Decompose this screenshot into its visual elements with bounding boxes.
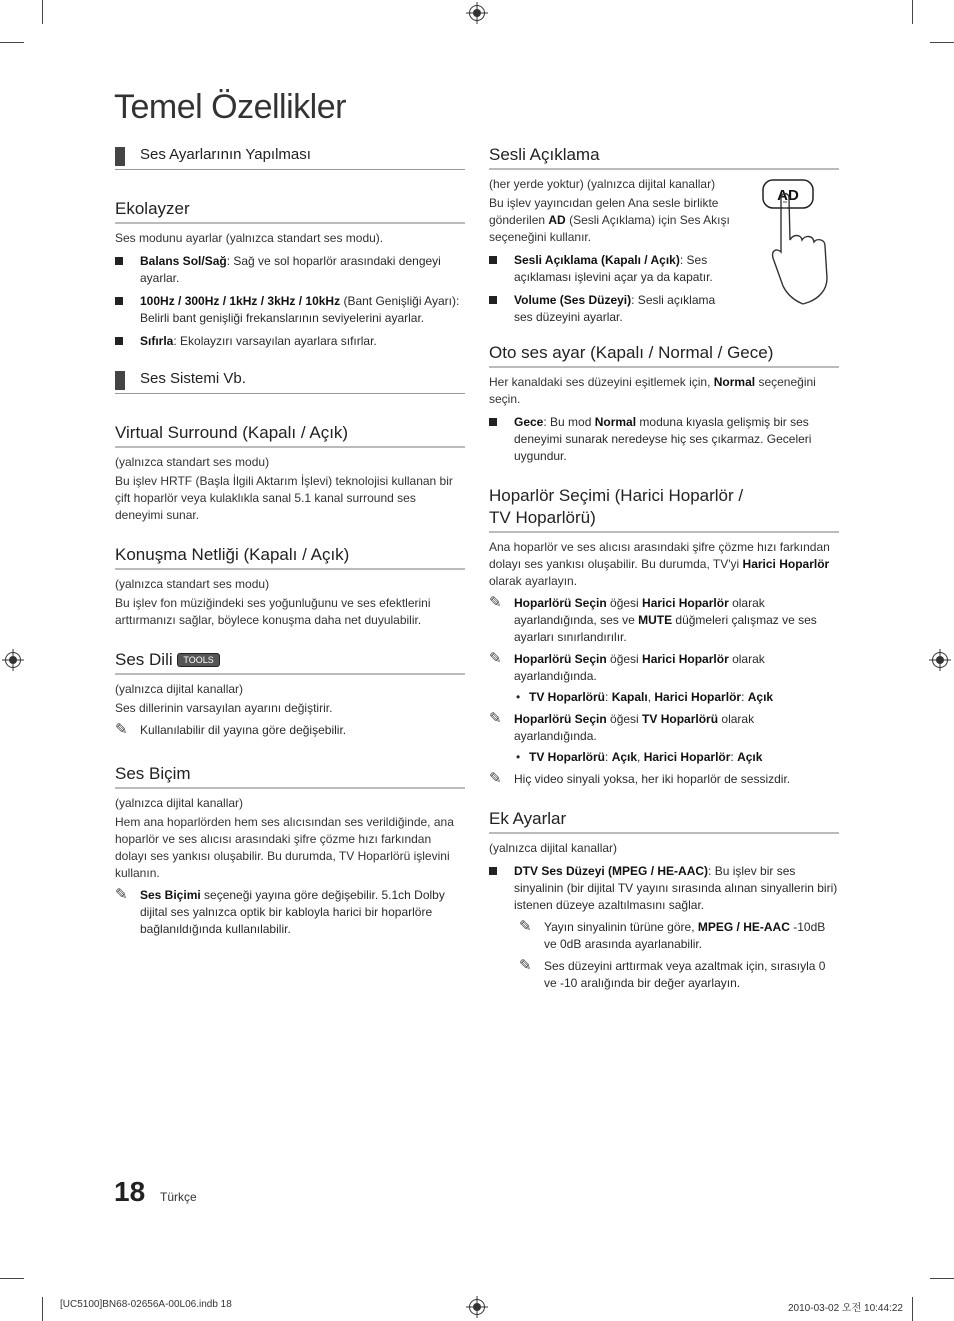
note: ✎ Ses düzeyini arttırmak veya azaltmak için, sırasıyla 0 ve -10 aralığında bir değer ayarlayın. <box>519 957 826 990</box>
note: ✎ Hoparlörü Seçin öğesi TV Hoparlörü olarak ayarlandığında. <box>489 710 755 743</box>
bullet-square-icon <box>115 257 123 265</box>
note: ✎ Ses Biçimi seçeneği yayına göre değişebilir. 5.1ch Dolby dijital ses yalnızca optik bir kabloyla harici bir hoparlöre bağlanıldığında kullanılabilir. <box>115 886 445 936</box>
note-pencil-icon: ✎ <box>489 710 502 727</box>
ek-ayarlar-heading: Ek Ayarlar <box>489 808 839 834</box>
language-label: Türkçe <box>160 1190 197 1204</box>
bullet-square-icon <box>489 296 497 304</box>
note-pencil-icon: ✎ <box>489 650 502 667</box>
crop-mark <box>912 0 913 24</box>
section-bar-icon <box>115 147 125 166</box>
crop-mark <box>0 42 24 43</box>
list-item: Gece: Bu mod Normal moduna kıyasla gelişmiş bir ses deneyimi sunarak neredeyse hiç ses çıkarmaz. Geceleri uygundur. <box>489 414 839 465</box>
note: ✎ Hiç video sinyali yoksa, her iki hoparlör de sessizdir. <box>489 770 791 787</box>
registration-mark-icon <box>469 5 485 21</box>
note-pencil-icon: ✎ <box>115 721 128 738</box>
page-title: Temel Özellikler <box>114 88 346 126</box>
note-pencil-icon: ✎ <box>489 770 502 787</box>
ekolayzer-heading: Ekolayzer <box>115 198 465 224</box>
hoparlor-heading: Hoparlör Seçimi (Harici Hoparlör / TV Hoparlörü) <box>489 485 839 533</box>
bullet-square-icon <box>489 256 497 264</box>
footer-timestamp: 2010-03-02 오전 10:44:22 <box>788 1303 903 1314</box>
sesli-aciklama-heading: Sesli Açıklama <box>489 144 839 170</box>
note-pencil-icon: ✎ <box>519 918 532 935</box>
list-item: Sıfırla: Ekolayzırı varsayılan ayarlara sıfırlar. <box>115 333 465 350</box>
virtual-surround-desc: Bu işlev HRTF (Başla İlgili Aktarım İşlevi) teknolojisi kullanan bir çift hoparlör veya kulaklıkla sanal 5.1 kanal surround ses deneyimi sunar. <box>115 474 453 522</box>
oto-ses-heading: Oto ses ayar (Kapalı / Normal / Gece) <box>489 342 839 368</box>
note-pencil-icon: ✎ <box>519 957 532 974</box>
note: ✎ Yayın sinyalinin türüne göre, MPEG / HE-AAC -10dB ve 0dB arasında ayarlanabilir. <box>519 918 826 951</box>
section-header: Ses Ayarlarının Yapılması <box>115 145 465 170</box>
crop-mark <box>912 1297 913 1321</box>
oto-desc: Her kanaldaki ses düzeyini eşitlemek için, Normal seçeneğini seçin. <box>489 375 816 406</box>
sesli-sub: (her yerde yoktur) (yalnızca dijital kanallar) <box>489 177 716 191</box>
tools-icon: TOOLS <box>177 653 219 667</box>
crop-mark <box>0 1278 24 1279</box>
list-item: • TV Hoparlörü: Açık, Harici Hoparlör: Açık <box>516 750 763 764</box>
bullet-square-icon <box>115 297 123 305</box>
list-item: DTV Ses Düzeyi (MPEG / HE-AAC): Bu işlev bir ses sinyalinin (bir dijital TV yayını sırasında alınan sinyallerin biri) istenen düzeye azaltılmasını sağlar. <box>489 863 839 914</box>
registration-mark-icon <box>469 1299 485 1315</box>
konusma-heading: Konuşma Netliği (Kapalı / Açık) <box>115 544 465 570</box>
ses-dili-heading: Ses Dili TOOLS <box>115 649 465 675</box>
list-item: 100Hz / 300Hz / 1kHz / 3kHz / 10kHz (Bant Genişliği Ayarı): Belirli bant genişliği frekanslarının seviyelerini ayarlar. <box>115 293 465 327</box>
crop-mark <box>42 1297 43 1321</box>
ek-sub: (yalnızca dijital kanallar) <box>489 841 618 855</box>
sesli-desc: Bu işlev yayıncıdan gelen Ana sesle birlikte gönderilen AD (Sesli Açıklama) için Ses Akışı seçeneğini kullanır. <box>489 196 730 244</box>
hoparlor-desc: Ana hoparlör ve ses alıcısı arasındaki şifre çözme hızı farkından dolayı ses yankısı oluşabilir. Bu durumda, TV'yi Harici Hoparlör olarak ayarlayın. <box>489 540 830 588</box>
virtual-surround-sub: (yalnızca standart ses modu) <box>115 455 270 469</box>
remote-ad-button-hand-icon <box>757 178 841 306</box>
list-item: Volume (Ses Düzeyi): Sesli açıklama ses düzeyini ayarlar. <box>489 292 734 326</box>
right-column <box>489 142 839 992</box>
section-bar-icon <box>115 371 125 390</box>
list-item: Balans Sol/Sağ: Sağ ve sol hoparlör arasındaki dengeyi ayarlar. <box>115 253 465 287</box>
footer-file-info: [UC5100]BN68-02656A-00L06.indb 18 <box>60 1299 232 1310</box>
crop-mark <box>42 0 43 24</box>
note: ✎ Hoparlörü Seçin öğesi Harici Hoparlör olarak ayarlandığında. <box>489 650 765 683</box>
section-header: Ses Sistemi Vb. <box>115 369 465 394</box>
page-number: 18 <box>114 1176 146 1207</box>
ses-dili-sub: (yalnızca dijital kanallar) <box>115 682 244 696</box>
virtual-surround-heading: Virtual Surround (Kapalı / Açık) <box>115 422 465 448</box>
bullet-square-icon <box>489 867 497 875</box>
ses-bicim-heading: Ses Biçim <box>115 763 465 789</box>
konusma-desc: Bu işlev fon müziğindeki ses yoğunluğunu ve ses efektlerini arttırmanızı sağlar, böylece konuşma daha net duyulabilir. <box>115 596 431 627</box>
note-pencil-icon: ✎ <box>115 886 128 903</box>
konusma-sub: (yalnızca standart ses modu) <box>115 577 270 591</box>
ad-button-label: AD <box>777 187 799 204</box>
bullet-dot-icon: • <box>516 690 521 704</box>
ekolayzer-desc: Ses modunu ayarlar (yalnızca standart ses modu). <box>115 231 384 245</box>
note: ✎ Kullanılabilir dil yayına göre değişebilir. <box>115 721 347 738</box>
bullet-square-icon <box>115 337 123 345</box>
registration-mark-icon <box>932 652 948 668</box>
note-pencil-icon: ✎ <box>489 594 502 611</box>
ses-bicim-desc: Hem ana hoparlörden hem ses alıcısından ses verildiğinde, ana hoparlör ve ses alıcısı arasındaki şifre çözme hızı farkından dolayı ses yankısı oluşabilir. Bu durumda, TV Hoparlörü işlevini kullanın. <box>115 815 454 880</box>
bullet-square-icon <box>489 418 497 426</box>
crop-mark <box>930 1278 954 1279</box>
note: ✎ Hoparlörü Seçin öğesi Harici Hoparlör olarak ayarlandığında, ses ve MUTE düğmeleri çalışmaz ve ses ayarları sınırlandırılır. <box>489 594 817 644</box>
bullet-dot-icon: • <box>516 750 521 764</box>
crop-mark <box>930 42 954 43</box>
left-column <box>115 142 465 938</box>
list-item: • TV Hoparlörü: Kapalı, Harici Hoparlör: Açık <box>516 690 774 704</box>
ses-dili-desc: Ses dillerinin varsayılan ayarını değiştirir. <box>115 701 333 715</box>
registration-mark-icon <box>5 652 21 668</box>
list-item: Sesli Açıklama (Kapalı / Açık): Ses açıklaması işlevini açar ya da kapatır. <box>489 252 734 286</box>
ses-bicim-sub: (yalnızca dijital kanallar) <box>115 796 244 810</box>
